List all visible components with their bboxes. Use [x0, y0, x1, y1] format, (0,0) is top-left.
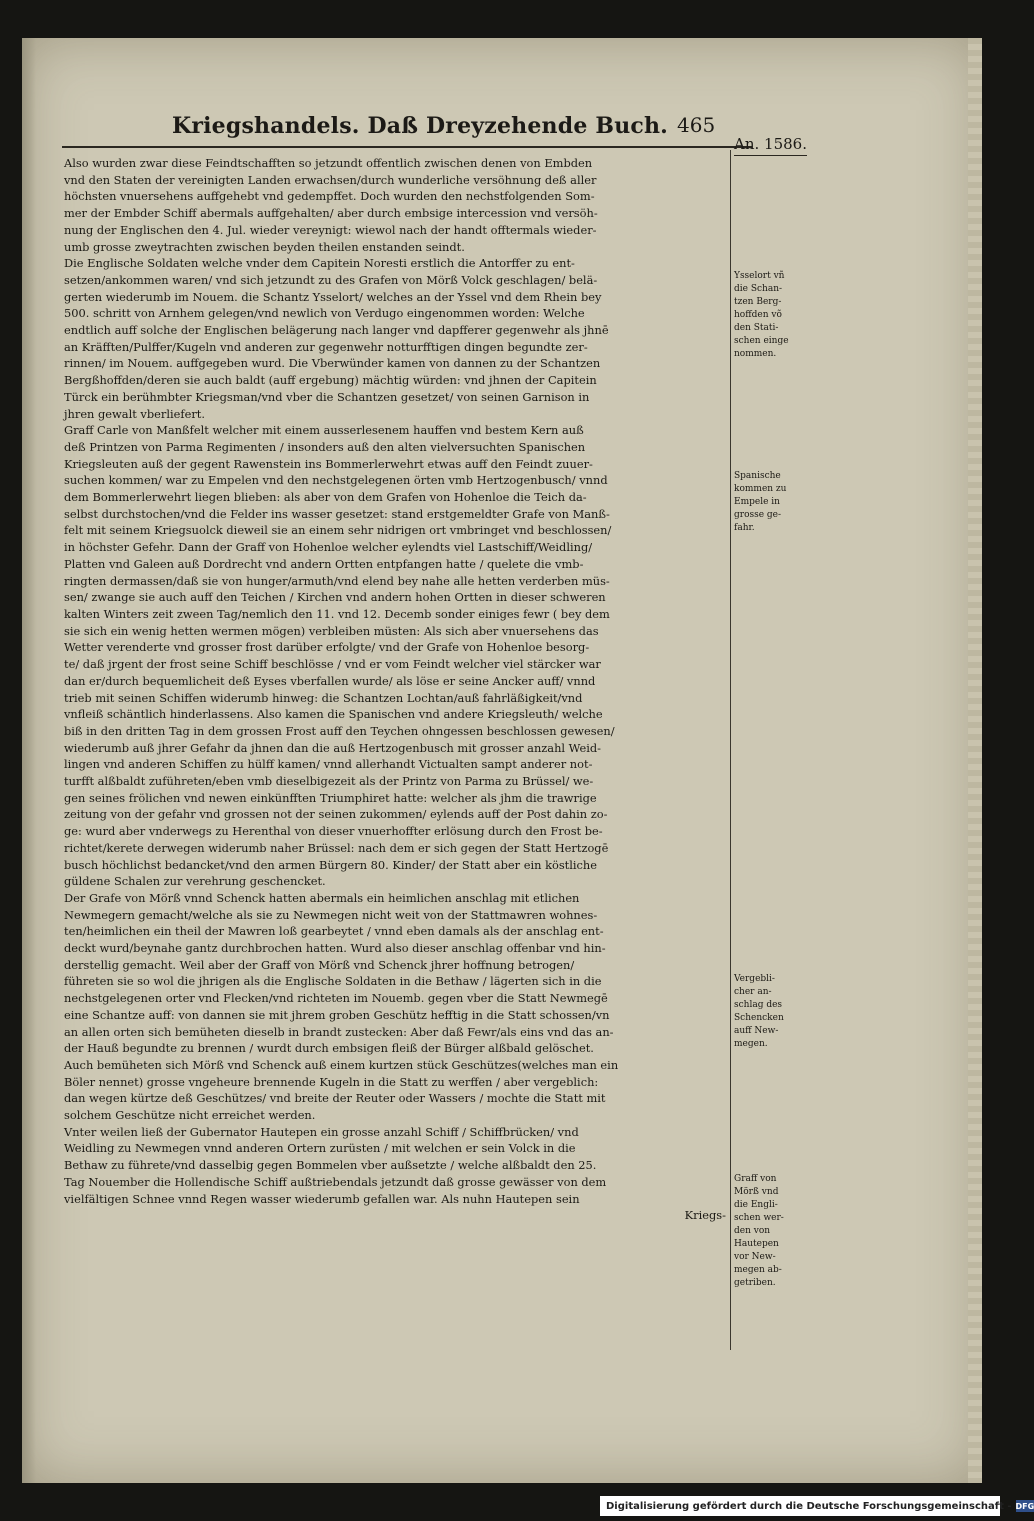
paragraph	[64, 155, 726, 255]
text-line: 500. schritt von Arnhem gelegen/vnd newlich von Verdugo eingenommen worden: Welche	[64, 306, 585, 321]
text-line: der Hauß begundte zu brennen / wurdt durch embsigen fleiß der Bürger alßbald gelöschet.	[64, 1041, 594, 1056]
footer-credit: Digitalisierung gefördert durch die Deutsche Forschungsgemeinschaft -	[606, 1500, 1012, 1512]
text-line: endtlich auff solche der Englischen belägerung nach langer vnd dapfferer gegenwehr als jhnē	[64, 323, 609, 338]
text-line: solchem Geschütze nicht erreichet werden.	[64, 1108, 316, 1123]
margin-note-line: schlag des	[734, 1000, 783, 1010]
text-line: turfft alßbaldt zuführeten/eben vmb dieselbigezeit als der Printz von Parma zu Brüssel/ we-	[64, 774, 594, 789]
margin-note-line: die Engli-	[734, 1200, 778, 1210]
text-line: Kriegsleuten auß der gegent Rawenstein ins Bommerlerwehrt etwas auff den Feindt zuuer-	[64, 456, 593, 471]
text-line: Wetter verenderte vnd grosser frost darüber erfolgte/ vnd der Grafe von Hohenloe besorg-	[64, 640, 590, 655]
margin-note-line: Ysselort vñ	[734, 271, 785, 281]
text-line: rinnen/ im Nouem. auffgegeben wurd. Die Vberwünder kamen von dannen zu der Schantzen	[64, 356, 601, 371]
running-title: Kriegshandels. Daß Dreyzehende Buch.	[172, 113, 669, 139]
text-line: vnfleiß schäntlich hinderlassens. Also kamen die Spanischen vnd andere Kriegsleuth/ welche	[64, 707, 603, 722]
text-line: deckt wurd/beynahe gantz durchbrochen hatten. Wurd also dieser anschlag offenbar vnd hin-	[64, 941, 606, 956]
text-line: Auch bemüheten sich Mörß vnd Schenck auß einem kurtzen stück Geschützes(welches man ein	[64, 1057, 619, 1072]
margin-note-line: nommen.	[734, 349, 777, 359]
margin-note-line: Mörß vnd	[734, 1187, 779, 1197]
paragraph	[64, 255, 726, 422]
text-line: eine Schantze auff: von dannen sie mit jhrem groben Geschütz hefftig in die Statt schossen/vn	[64, 1007, 610, 1022]
text-line: dem Bommerlerwehrt liegen blieben: als aber von dem Grafen von Hohenloe die Teich da-	[64, 490, 587, 505]
text-line: Der Grafe von Mörß vnnd Schenck hatten abermals ein heimlichen anschlag mit etlichen	[64, 890, 580, 905]
margin-note-line: die Schan-	[734, 284, 783, 294]
margin-note-line: Graff von	[734, 1174, 777, 1184]
text-line: Bergßhoffden/deren sie auch baldt (auff ergebung) mächtig würden: vnd jhnen der Capitein	[64, 373, 597, 388]
margin-note-line: tzen Berg-	[734, 297, 782, 307]
text-line: güldene Schalen zur verehrung geschencket.	[64, 874, 326, 889]
text-line: lingen vnd anderen Schiffen zu hülff kamen/ vnnd allerhandt Victualten sampt anderer not-	[64, 757, 593, 772]
margin-note-graff-von-moers	[734, 1173, 804, 1290]
text-line: te/ daß jrgent der frost seine Schiff beschlösse / vnd er vom Feindt welcher viel stärcker war	[64, 657, 601, 672]
text-line: Vnter weilen ließ der Gubernator Hautepen ein grosse anzahl Schiff / Schiffbrücken/ vnd	[64, 1124, 579, 1139]
text-line: busch höchlichst bedancket/vnd den armen Bürgern 80. Kinder/ der Statt aber ein köstliche	[64, 857, 598, 872]
header-rule	[62, 146, 752, 148]
text-line: Bethaw zu führete/vnd dasselbig gegen Bommelen vber außsetzte / welche alßbaldt den 25.	[64, 1158, 597, 1173]
text-line: Also wurden zwar diese Feindtschafften so jetzundt offentlich zwischen denen von Embden	[64, 156, 593, 170]
page-number: 465	[677, 113, 716, 137]
catchword: Kriegs-	[684, 1208, 726, 1223]
text-line: an Kräfften/Pulffer/Kugeln vnd anderen zur gegenwehr notturfftigen dingen begundte zer-	[64, 339, 588, 354]
text-line: wiederumb auß jhrer Gefahr da jhnen dan die auß Hertzogenbusch mit grosser anzahl Weid-	[64, 740, 601, 755]
margin-note-ysselort	[734, 270, 804, 361]
margin-note-line: getriben.	[734, 1278, 776, 1288]
paragraph	[64, 422, 726, 890]
margin-note-line: kommen zu	[734, 484, 787, 494]
text-line: an allen orten sich bemüheten dieselb in brandt zustecken: Aber daß Fewr/als eins vnd das an-	[64, 1024, 614, 1039]
margin-rule	[730, 150, 731, 1350]
margin-note-line: schen wer-	[734, 1213, 784, 1223]
text-line: höchsten vnuersehens auffgehebt vnd gedempffet. Doch wurden den nechstfolgenden Som-	[64, 189, 595, 204]
text-line: trieb mit seinen Schiffen widerumb hinweg: die Schantzen Lochtan/auß fahrläßigkeit/vnd	[64, 690, 583, 705]
text-line: Graff Carle von Manßfelt welcher mit einem ausserlesenem hauffen vnd bestem Kern auß	[64, 423, 584, 438]
margin-note-line: Schencken	[734, 1013, 784, 1023]
text-line: ge: wurd aber vnderwegs zu Herenthal von dieser vnuerhoffter erlösung durch den Frost be-	[64, 824, 603, 839]
text-line: ten/heimlichen ein theil der Mawren loß gearbeytet / vnnd eben damals als der anschlag ent-	[64, 924, 604, 939]
margin-note-line: megen.	[734, 1039, 768, 1049]
text-line: sie sich ein wenig hetten wermen mögen) verbleiben müsten: Als sich aber vnuersehens das	[64, 623, 599, 638]
text-line: dan wegen kürtze deß Geschützes/ vnd breite der Reuter oder Wassers / mochte die Statt mit	[64, 1091, 606, 1106]
margin-note-line: grosse ge-	[734, 510, 782, 520]
paragraph	[64, 1124, 726, 1208]
margin-note-line: hoffden võ	[734, 310, 782, 320]
margin-note-line: den von	[734, 1226, 771, 1236]
text-line: mer der Embder Schiff abermals auffgehalten/ aber durch embsige intercession vnd versöh-	[64, 206, 598, 221]
margin-note-line: auff New-	[734, 1026, 779, 1036]
text-line: felt mit seinem Kriegsuolck dieweil sie an einem sehr nidrigen ort vmbringet vnd beschlossen/	[64, 523, 612, 538]
year-marker: An. 1586.	[734, 135, 807, 156]
text-line: Platten vnd Galeen auß Dordrecht vnd andern Ortten entpfangen hatte / quelete die vmb-	[64, 556, 584, 571]
paragraph	[64, 890, 726, 1124]
book-page	[22, 38, 982, 1483]
text-line: setzen/ankommen waren/ vnd sich jetzundt zu des Grafen von Mörß Volck geschlagen/ belä-	[64, 272, 598, 287]
text-line: Tag Nouember die Hollendische Schiff außtriebendals jetzundt daß grosse gewässer von dem	[64, 1174, 607, 1189]
margin-note-line: Empele in	[734, 497, 780, 507]
text-line: vielfältigen Schnee vnnd Regen wasser wiederumb gefallen war. Als nuhn Hautepen sein	[64, 1191, 580, 1206]
footer-bar	[600, 1496, 1034, 1516]
text-line: Weidling zu Newmegen vnnd anderen Ortern zurüsten / mit welchen er sein Volck in die	[64, 1141, 576, 1156]
text-line: vnd den Staten der vereinigten Landen erwachsen/durch wunderliche versöhnung deß aller	[64, 172, 597, 187]
text-line: zeitung von der gefahr vnd grossen not der seinen zukommen/ eylends auff der Post dahin zo-	[64, 807, 608, 822]
margin-note-spanische	[734, 470, 804, 535]
main-text-column	[64, 155, 726, 1224]
dfg-logo-icon: DFG	[1015, 1501, 1034, 1511]
text-line: Newmegern gemacht/welche als sie zu Newmegen nicht weit von der Stattmawren wohnes-	[64, 907, 598, 922]
text-line: selbst durchstochen/vnd die Felder ins wasser gesetzet: stand erstgemeldter Grafe von Manß-	[64, 506, 610, 521]
text-line: nechstgelegenen orter vnd Flecken/vnd richteten im Nouemb. gegen vber die Statt Newmegē	[64, 991, 608, 1006]
text-line: sen/ zwange sie auch auff den Teichen / Kirchen vnd andern hohen Ortten in dieser schweren	[64, 590, 606, 605]
text-line: gen seines frölichen vnd newen einkünfften Triumphiret hatte: welcher als jhm die trawrige	[64, 790, 597, 805]
text-line: Türck ein berühmbter Kriegsman/vnd vber die Schantzen gesetzet/ von seinen Garnison in	[64, 389, 590, 404]
text-line: umb grosse zweytrachten zwischen beyden theilen enstanden seindt.	[64, 239, 465, 254]
text-line: jhren gewalt vberliefert.	[64, 406, 205, 421]
text-line: nung der Englischen den 4. Jul. wieder vereynigt: wiewol nach der handt offtermals wieder-	[64, 222, 597, 237]
text-line: suchen kommen/ war zu Empelen vnd den nechstgelegenen örten vmb Hertzogenbusch/ vnnd	[64, 473, 608, 488]
text-line: gerten wiederumb im Nouem. die Schantz Ysselort/ welches an der Yssel vnd dem Rhein bey	[64, 289, 602, 304]
text-line: Böler nennet) grosse vngeheure brennende Kugeln in die Statt zu werffen / aber vergeblich:	[64, 1074, 599, 1089]
text-line: derstellig gemacht. Weil aber der Graff von Mörß vnd Schenck jhrer hoffnung betrogen/	[64, 957, 575, 972]
margin-note-line: Spanische	[734, 471, 781, 481]
text-line: in höchster Gefehr. Dann der Graff von Hohenloe welcher eylendts viel Lastschiff/Weidling/	[64, 540, 593, 555]
margin-note-line: cher an-	[734, 987, 772, 997]
margin-note-line: megen ab-	[734, 1265, 782, 1275]
margin-note-line: Vergebli-	[734, 974, 775, 984]
text-line: dan er/durch bequemlicheit deß Eyses vberfallen wurde/ als löse er seine Ancker auff/ vnnd	[64, 673, 596, 688]
margin-note-line: den Stati-	[734, 323, 779, 333]
margin-note-line: vor New-	[734, 1252, 776, 1262]
text-line: richtet/kerete derwegen widerumb naher Brüssel: nach dem er sich gegen der Statt Hertzogē	[64, 840, 609, 855]
text-line: führeten sie so wol die jhrigen als die Englische Soldaten in die Bethaw / lägerten sich in die	[64, 974, 602, 989]
text-line: biß in den dritten Tag in dem grossen Frost auff den Teychen ohngessen beschlossen gewesen/	[64, 723, 615, 738]
margin-note-line: fahr.	[734, 523, 755, 533]
margin-note-line: schen einge	[734, 336, 789, 346]
margin-note-vergeblicher	[734, 973, 804, 1051]
text-line: deß Printzen von Parma Regimenten / insonders auß den alten vielversuchten Spanischen	[64, 439, 586, 454]
margin-note-line: Hautepen	[734, 1239, 779, 1249]
page-edge	[968, 38, 982, 1483]
text-line: ringten dermassen/daß sie von hunger/armuth/vnd elend bey nahe alle hetten verderben müs-	[64, 573, 610, 588]
text-line: kalten Winters zeit zween Tag/nemlich den 11. vnd 12. Decemb sonder einiges fewr ( bey dem	[64, 606, 610, 621]
text-line: Die Englische Soldaten welche vnder dem Capitein Noresti erstlich die Antorffer zu ent-	[64, 256, 575, 271]
